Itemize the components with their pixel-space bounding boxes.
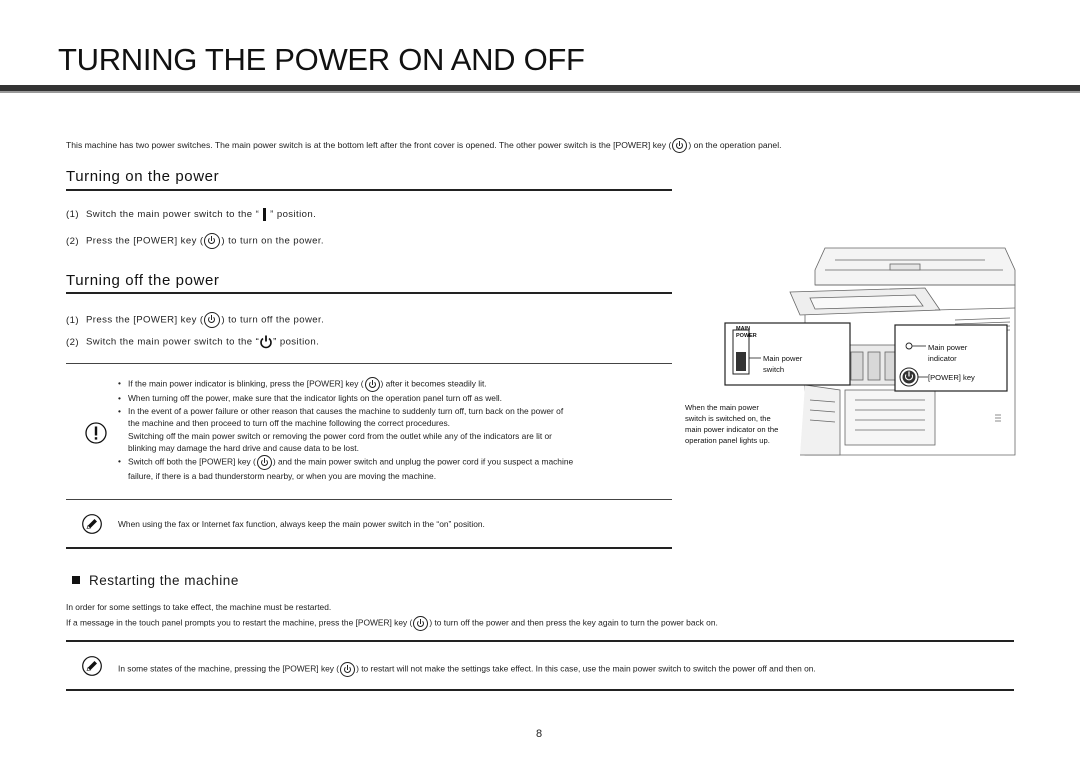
step-text: ) to turn on the power.: [221, 235, 324, 247]
section-heading-turning-off: Turning off the power: [66, 272, 220, 289]
step-text: Switch the main power switch to the “: [86, 336, 260, 348]
step-text: Switch the main power switch to the “: [86, 209, 260, 221]
step-text: ) to turn off the power.: [221, 314, 325, 326]
caution-icon: [85, 422, 107, 444]
label-line: indicator: [928, 354, 957, 363]
step-text: Press the [POWER] key (: [86, 235, 204, 247]
main-power-switch-label: [763, 353, 802, 375]
caution-item: [116, 455, 676, 470]
main-power-indicator-label: [928, 342, 967, 364]
note-rule: [66, 640, 1014, 642]
label-line: Main power: [763, 354, 803, 363]
step-text: ” position.: [270, 209, 317, 221]
power-off-position-icon: [259, 335, 273, 349]
caption-line: switch is switched on, the: [685, 414, 771, 423]
caution-text: Switch off both the [POWER] key (: [128, 456, 256, 467]
step-text: Press the [POWER] key (: [86, 314, 204, 326]
intro-paragraph: [66, 138, 782, 153]
note-pencil-icon: [82, 514, 102, 534]
page-title: TURNING THE POWER ON AND OFF: [58, 42, 585, 77]
title-rule-shadow: [0, 91, 1080, 93]
page-number: 8: [536, 728, 543, 740]
caution-item: [116, 377, 676, 392]
note-text-a: In some states of the machine, pressing the [POWER] key (: [118, 663, 340, 674]
caution-text: ) and the main power switch and unplug the power cord if you suspect a machine: [272, 456, 574, 467]
power-key-icon: [204, 312, 220, 328]
caution-item: [116, 405, 676, 418]
caution-list: [116, 377, 676, 482]
caution-text: blinking may damage the hard drive and cause data to be lost.: [128, 443, 359, 453]
restart-text: If a message in the touch panel prompts you to restart the machine, press the [POWER] key (: [66, 617, 413, 628]
caution-item: • When turning off the power, make sure that the indicator lights on the operation panel turn off as well.: [116, 392, 676, 405]
machine-figure: [685, 240, 1025, 465]
caution-box-bottom-rule: [66, 499, 672, 500]
label-line: Main power: [928, 343, 968, 352]
note-rule: [66, 547, 672, 549]
off-step-2: [66, 335, 319, 349]
power-key-icon: [365, 377, 380, 392]
main-power-indicator-icon: [906, 343, 912, 349]
section-heading-restarting: [72, 573, 239, 588]
note-pencil-icon: [82, 656, 102, 676]
label-line: switch: [763, 365, 785, 374]
step-number: (2): [66, 235, 79, 247]
caption-line: When the main power: [685, 403, 759, 412]
caution-text: In the event of a power failure or other reason that causes the machine to suddenly turn off, turn back on the power of: [128, 405, 564, 416]
figure-caption: [685, 402, 778, 446]
caption-line: operation panel lights up.: [685, 436, 770, 445]
caution-text: the machine and then proceed to turn off the machine following the correct procedures.: [128, 418, 451, 428]
note-text: When using the fax or Internet fax function, always keep the main power switch in the “on” position.: [118, 519, 485, 529]
section-rule: [66, 189, 672, 191]
caption-line: main power indicator on the: [685, 425, 779, 434]
on-step-2: [66, 233, 324, 249]
switch-label-main: MAIN: [736, 326, 751, 332]
switch-label-power: POWER: [736, 333, 757, 339]
restart-heading-text: Restarting the machine: [89, 573, 239, 588]
step-number: (1): [66, 314, 79, 326]
power-key-label: [POWER] key: [928, 373, 975, 382]
power-key-icon: [257, 455, 272, 470]
restart-text: ) to turn off the power and then press the key again to turn the power back on.: [429, 617, 718, 628]
caution-text: failure, if there is a bad thunderstorm nearby, or when you are moving the machine.: [128, 470, 437, 481]
square-bullet-icon: [72, 576, 80, 584]
main-power-switch-rocker: [736, 352, 746, 371]
on-step-1: [66, 208, 316, 221]
caution-text: ) after it becomes steadily lit.: [380, 378, 487, 389]
off-step-1: [66, 312, 324, 328]
caution-text: Switching off the main power switch or removing the power cord from the outlet while any of the indicators are lit or: [128, 430, 552, 441]
restart-paragraph-1: In order for some settings to take effect, the machine must be restarted.: [66, 602, 332, 612]
note-rule: [66, 689, 1014, 691]
restart-paragraph-2: [66, 616, 718, 631]
note-text: [118, 662, 816, 677]
caution-text: If the main power indicator is blinking, press the [POWER] key (: [128, 378, 364, 389]
power-key-icon: [672, 138, 687, 153]
step-number: (1): [66, 209, 79, 221]
step-number: (2): [66, 336, 79, 348]
section-heading-turning-on: Turning on the power: [66, 168, 220, 185]
step-text: ” position.: [273, 336, 320, 348]
caution-box-top-rule: [66, 363, 672, 364]
power-key-icon: [340, 662, 355, 677]
note-text-b: ) to restart will not make the settings take effect. In this case, use the main power switch to switch the power off and then on.: [356, 663, 816, 674]
power-key-icon: [204, 233, 220, 249]
on-position-icon: [263, 208, 266, 221]
intro-text-a: This machine has two power switches. The main power switch is at the bottom left after the front cover is opened. The other power switch is the [POWER] key (: [66, 139, 672, 150]
intro-text-b: ) on the operation panel.: [688, 139, 782, 150]
section-rule: [66, 292, 672, 294]
power-key-icon: [413, 616, 428, 631]
